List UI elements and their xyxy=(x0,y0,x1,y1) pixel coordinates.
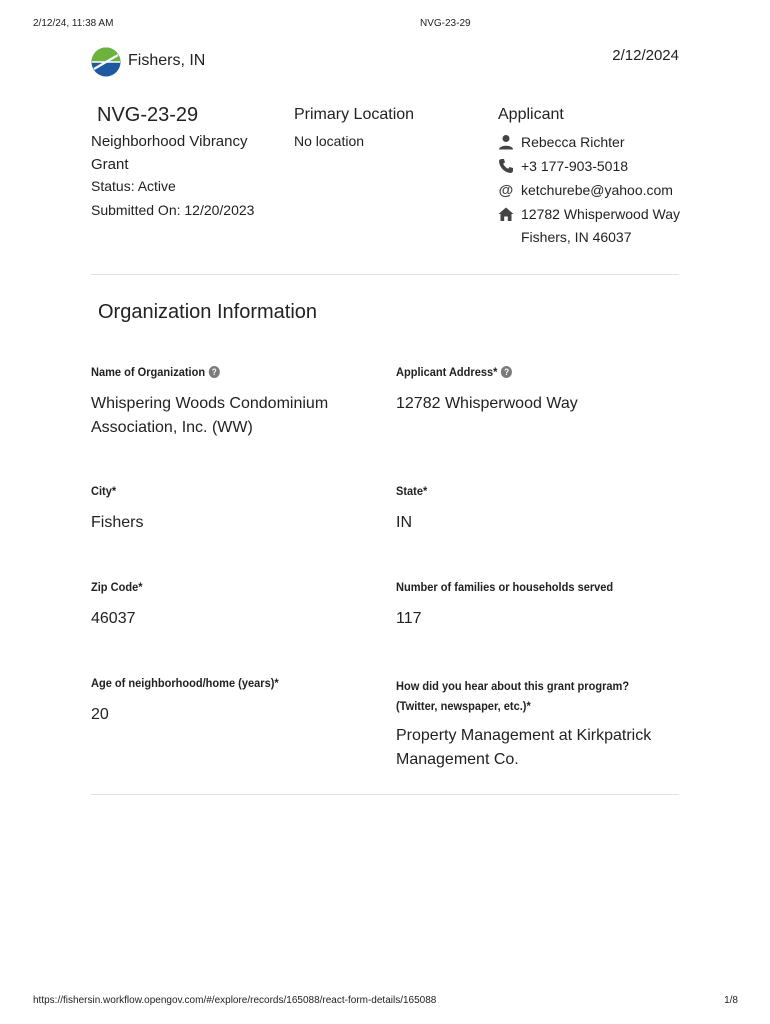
record-submitted: Submitted On: 12/20/2023 xyxy=(91,202,255,218)
print-datetime: 2/12/24, 11:38 AM xyxy=(33,18,114,29)
primary-location-value: No location xyxy=(294,133,365,149)
org-name-label: Name of Organization ? xyxy=(91,365,220,379)
applicant-email: ketchurebe@yahoo.com xyxy=(521,182,673,198)
org-name-value: Whispering Woods Condominium Association, Inc. (WW) xyxy=(91,395,329,436)
households-label: Number of families or households served xyxy=(396,580,614,594)
footer-url: https://fishersin.workflow.opengov.com/#/explore/records/165088/react-form-details/165088 xyxy=(33,995,437,1006)
applicant-address-label: Applicant Address* ? xyxy=(396,365,512,379)
help-icon[interactable]: ? xyxy=(209,366,220,378)
primary-location-heading: Primary Location xyxy=(294,106,415,123)
city-label: City* xyxy=(91,484,117,498)
hear-about-value: Property Management at Kirkpatrick Management Co. xyxy=(396,727,652,768)
zip-value: 46037 xyxy=(91,610,136,627)
phone-icon xyxy=(498,158,514,174)
section-divider xyxy=(91,794,679,795)
at-sign-icon: @ xyxy=(498,181,514,199)
applicant-address-row xyxy=(498,206,680,222)
households-value: 117 xyxy=(396,610,422,627)
document-date: 2/12/2024 xyxy=(612,47,679,64)
record-name: Neighborhood Vibrancy Grant xyxy=(91,133,248,173)
zip-label: Zip Code* xyxy=(91,580,143,594)
applicant-email-row xyxy=(498,182,673,198)
person-icon xyxy=(498,134,514,150)
print-title: NVG-23-29 xyxy=(420,18,471,29)
applicant-phone: +3 177-903-5018 xyxy=(521,158,629,174)
applicant-heading: Applicant xyxy=(498,106,564,123)
fishers-logo-icon xyxy=(91,47,121,77)
applicant-address-line1: 12782 Whisperwood Way xyxy=(521,206,681,222)
applicant-name-row xyxy=(498,134,625,150)
brand-name: Fishers, IN xyxy=(128,52,206,69)
home-icon xyxy=(498,206,514,222)
record-id: NVG-23-29 xyxy=(97,104,199,126)
applicant-address-line2: Fishers, IN 46037 xyxy=(521,229,632,245)
section-divider xyxy=(91,274,679,275)
age-label: Age of neighborhood/home (years)* xyxy=(91,676,279,690)
city-value: Fishers xyxy=(91,514,144,531)
help-icon[interactable]: ? xyxy=(501,366,512,378)
state-label: State* xyxy=(396,484,428,498)
state-value: IN xyxy=(396,514,412,531)
section-title: Organization Information xyxy=(98,301,318,323)
record-status: Status: Active xyxy=(91,178,176,194)
applicant-name: Rebecca Richter xyxy=(521,134,625,150)
age-value: 20 xyxy=(91,706,109,723)
page-number: 1/8 xyxy=(724,995,738,1006)
hear-about-label: How did you hear about this grant program? (Twitter, newspaper, etc.)* xyxy=(396,679,630,713)
applicant-address-value: 12782 Whisperwood Way xyxy=(396,395,578,412)
applicant-phone-row xyxy=(498,158,628,174)
